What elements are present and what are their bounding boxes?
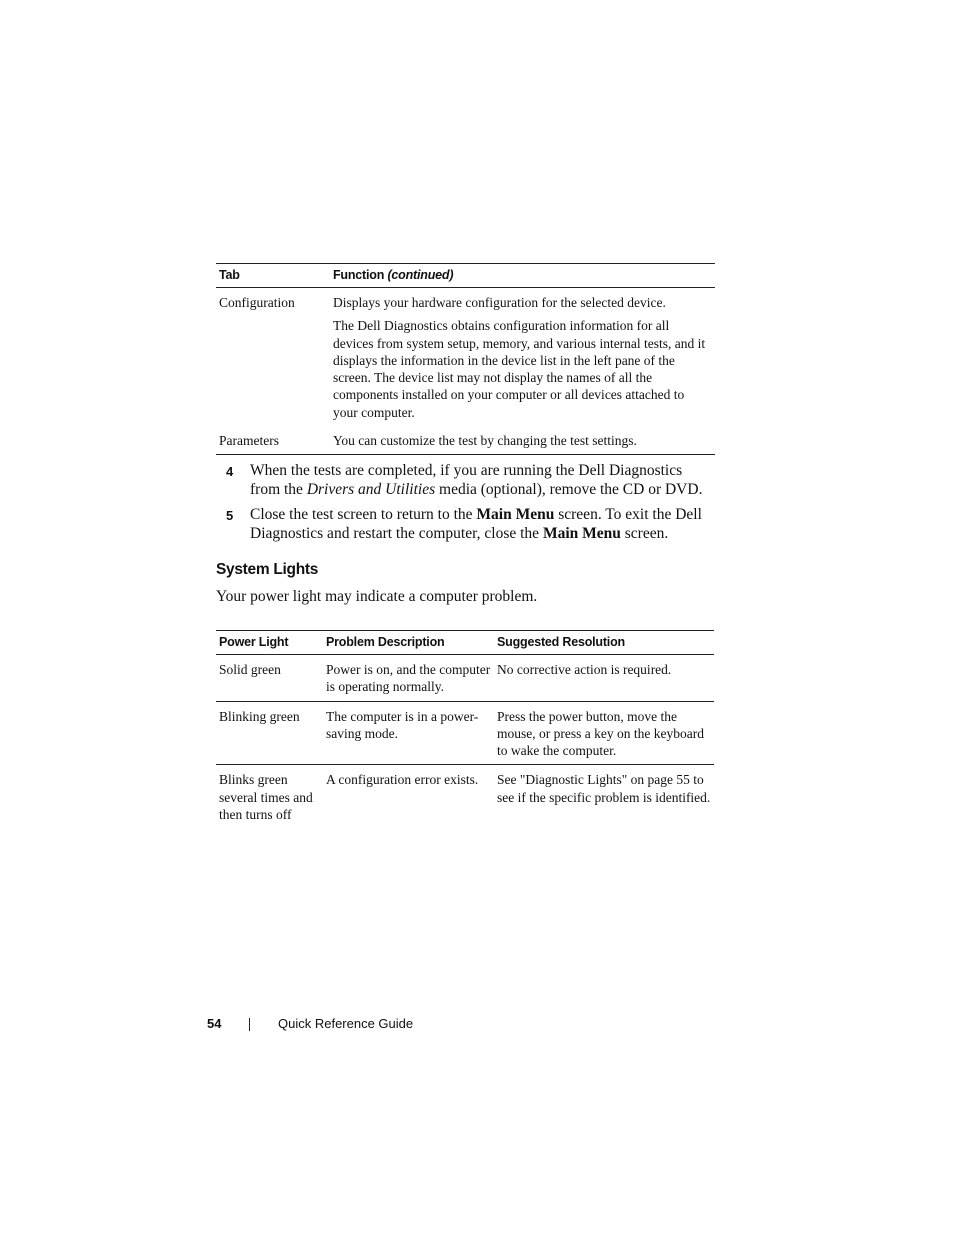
power-light-cell: Solid green	[216, 655, 323, 702]
column-header-power-light: Power Light	[216, 631, 323, 655]
function-paragraph: Displays your hardware configuration for the selected device.	[333, 295, 666, 310]
step-text	[250, 505, 716, 543]
table-row	[216, 288, 715, 427]
table-row	[216, 765, 714, 828]
function-cell	[330, 426, 715, 455]
step-number: 4	[226, 464, 234, 479]
step-text-bold: Main Menu	[542, 525, 621, 542]
tab-name-cell: Configuration	[219, 295, 295, 310]
function-paragraph: You can customize the test by changing the test settings.	[333, 433, 637, 449]
power-light-cell: Blinking green	[216, 701, 323, 765]
problem-description-cell: The computer is in a power-saving mode.	[323, 701, 494, 765]
step-text-part: screen.	[620, 525, 669, 542]
step-text	[250, 461, 716, 499]
step-5	[226, 505, 716, 543]
step-text-part: Close the test screen to return to the	[250, 506, 477, 523]
step-4	[226, 461, 716, 499]
table-header-row	[216, 264, 715, 288]
column-header-tab: Tab	[216, 264, 330, 288]
step-number: 5	[226, 508, 234, 523]
step-text-part: When the tests are completed, if you are running the Dell Diagnostics from the	[250, 462, 683, 498]
section-intro: Your power light may indicate a computer problem.	[216, 588, 538, 605]
system-lights-table	[216, 630, 714, 828]
function-cell	[330, 288, 715, 427]
step-text-part: media (optional), remove the CD or DVD.	[435, 481, 703, 498]
table-header-row	[216, 631, 714, 655]
step-text-bold: Main Menu	[476, 506, 555, 523]
tab-function-table	[216, 263, 715, 455]
column-header-function	[330, 264, 715, 288]
column-header-problem-description: Problem Description	[323, 631, 494, 655]
header-function-label: Function	[333, 268, 385, 282]
table-row	[216, 655, 714, 702]
section-heading: System Lights	[216, 561, 319, 578]
problem-description-cell: A configuration error exists.	[326, 772, 479, 788]
tab-name-cell: Parameters	[216, 426, 330, 455]
suggested-resolution-cell: See "Diagnostic Lights" on page 55 to see if the specific problem is identified.	[497, 772, 711, 805]
footer-divider	[249, 1018, 250, 1031]
step-text-italic: Drivers and Utilities	[306, 481, 436, 498]
footer-title: Quick Reference Guide	[278, 1016, 414, 1031]
column-header-suggested-resolution: Suggested Resolution	[494, 631, 714, 655]
function-paragraph: The Dell Diagnostics obtains configuration information for all devices from system setup, memory, and various internal tests, and it displays the information in the device list in the left pane of the screen. The device list may not display the names of all the components installed on your computer or all devices attached to your computer.	[333, 318, 706, 420]
suggested-resolution-cell: No corrective action is required.	[494, 655, 714, 702]
problem-description-cell: Power is on, and the computer is operating normally.	[323, 655, 494, 702]
page-number: 54	[207, 1016, 222, 1031]
suggested-resolution-cell: Press the power button, move the mouse, or press a key on the keyboard to wake the computer.	[494, 701, 714, 765]
header-continued-label: (continued)	[387, 268, 454, 282]
power-light-cell: Blinks green several times and then turns off	[219, 772, 313, 823]
step-text-part: screen. To exit the Dell Diagnostics and restart the computer, close the	[250, 506, 702, 542]
table-row	[216, 426, 715, 455]
table-row	[216, 701, 714, 765]
